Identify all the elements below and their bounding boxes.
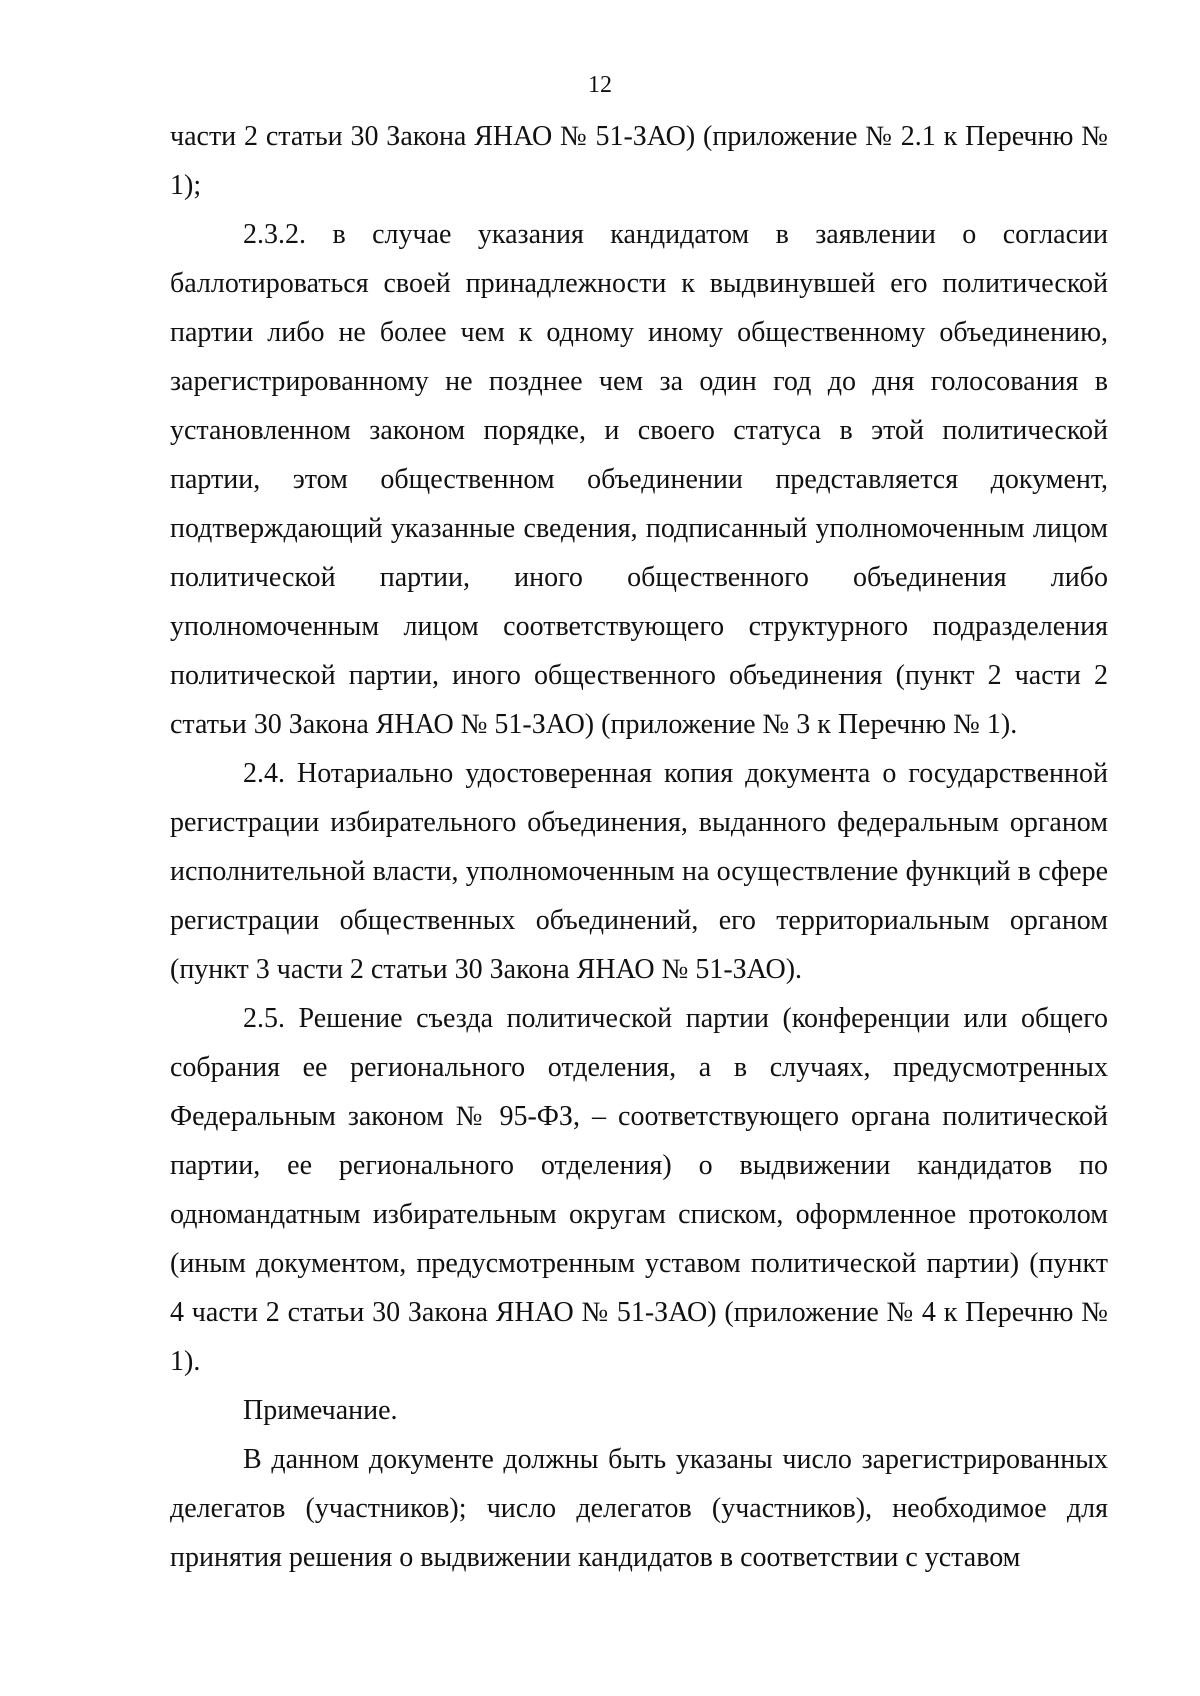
note-body: В данном документе должны быть указаны число зарегистрированных делегатов (участников); число делегатов (участников), необходимое для принятия решения о выдвижении кандидатов в соответствии с уставом: [170, 1444, 1108, 1573]
document-body: [170, 112, 1108, 1582]
paragraph-2-3-2: 2.3.2. в случае указания кандидатом в заявлении о согласии баллотироваться своей принадлежности к выдвинувшей его политической партии либо не более чем к одному иному общественному объединению, зарегистрированному не позднее чем за один год до дня голосования в установленном законом порядке, и своего статуса в этой политической партии, этом общественном объединении представляется документ, подтверждающий указанные сведения, подписанный уполномоченным лицом политической партии, иного общественного объединения либо уполномоченным лицом соответствующего структурного подразделения политической партии, иного общественного объединения (пункт 2 части 2 статьи 30 Закона ЯНАО № 51-ЗАО) (приложение № 3 к Перечню № 1).: [170, 219, 1108, 740]
paragraph-continuation: части 2 статьи 30 Закона ЯНАО № 51-ЗАО) (приложение № 2.1 к Перечню № 1);: [170, 121, 1108, 201]
note-heading: Примечание.: [243, 1395, 398, 1426]
paragraph-2-4: 2.4. Нотариально удостоверенная копия документа о государственной регистрации избирательного объединения, выданного федеральным органом исполнительной власти, уполномоченным на осуществление функций в сфере регистрации общественных объединений, его территориальным органом (пункт 3 части 2 статьи 30 Закона ЯНАО № 51-ЗАО).: [170, 758, 1108, 985]
paragraph-2-5: 2.5. Решение съезда политической партии (конференции или общего собрания ее регионального отделения, а в случаях, предусмотренных Федеральным законом № 95-ФЗ, – соответствующего органа политической партии, ее регионального отделения) о выдвижении кандидатов по одномандатным избирательным округам списком, оформленное протоколом (иным документом, предусмотренным уставом политической партии) (пункт 4 части 2 статьи 30 Закона ЯНАО № 51-ЗАО) (приложение № 4 к Перечню № 1).: [170, 1003, 1108, 1377]
page-number: 12: [588, 72, 612, 98]
